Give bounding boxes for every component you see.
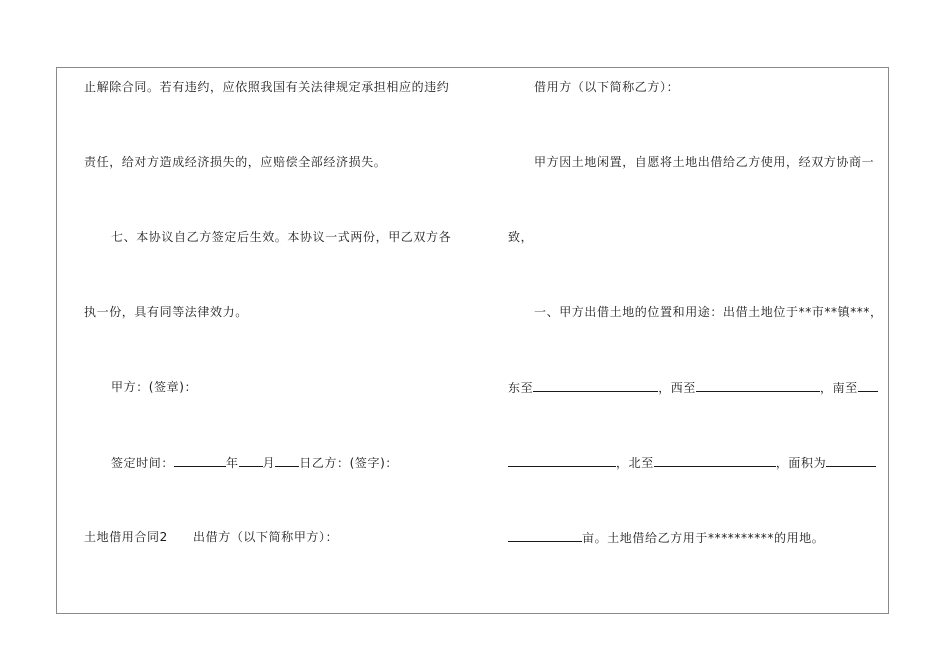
- month-label: 月: [262, 456, 276, 470]
- south-blank[interactable]: [858, 380, 878, 392]
- text-line: 执一份，具有同等法律效力。: [84, 305, 248, 319]
- borrower-line: 借用方（以下简称乙方）：: [534, 80, 680, 94]
- year-blank[interactable]: [174, 455, 226, 467]
- east-label: 东至: [508, 381, 534, 395]
- boundary-line: [508, 380, 878, 395]
- north-blank[interactable]: [654, 455, 776, 467]
- text-line: 止解除合同。若有违约，应依照我国有关法律规定承担相应的违约: [84, 80, 450, 94]
- mu-blank[interactable]: [508, 530, 582, 542]
- month-blank[interactable]: [239, 455, 263, 467]
- area-label: ，面积为: [775, 456, 827, 470]
- party-b-signature-label: 日乙方：(签字)：: [299, 456, 398, 470]
- year-label: 年: [226, 456, 239, 470]
- land-use-text: 亩。土地借给乙方用于**********的用地。: [582, 531, 825, 545]
- west-label: ，西至: [658, 381, 697, 395]
- west-blank[interactable]: [696, 380, 820, 392]
- text-line: 责任，给对方造成经济损失的，应赔偿全部经济损失。: [84, 155, 387, 169]
- south-blank-cont[interactable]: [508, 455, 616, 467]
- signing-date-line: [111, 455, 398, 470]
- party-a-signature-line: 甲方：(签章)：: [111, 380, 198, 394]
- north-label: ，北至: [616, 456, 654, 470]
- east-blank[interactable]: [533, 380, 658, 392]
- boundary-line-2: [508, 455, 876, 470]
- area-blank[interactable]: [826, 455, 876, 467]
- day-blank[interactable]: [275, 455, 299, 467]
- text-line: 致，: [508, 230, 534, 244]
- signing-date-label: 签定时间：: [111, 456, 175, 470]
- text-line: 甲方因土地闲置，自愿将土地出借给乙方使用，经双方协商一: [534, 155, 875, 169]
- south-label: ，南至: [820, 381, 858, 395]
- contract-2-heading: 土地借用合同2 出借方（以下简称甲方）：: [84, 530, 339, 544]
- clause-one: 一、甲方出借土地的位置和用途：出借土地位于**市**镇***，: [534, 305, 883, 319]
- clause-seven: 七、本协议自乙方签定后生效。本协议一式两份，甲乙双方各: [111, 230, 452, 244]
- land-use-line: [508, 530, 824, 545]
